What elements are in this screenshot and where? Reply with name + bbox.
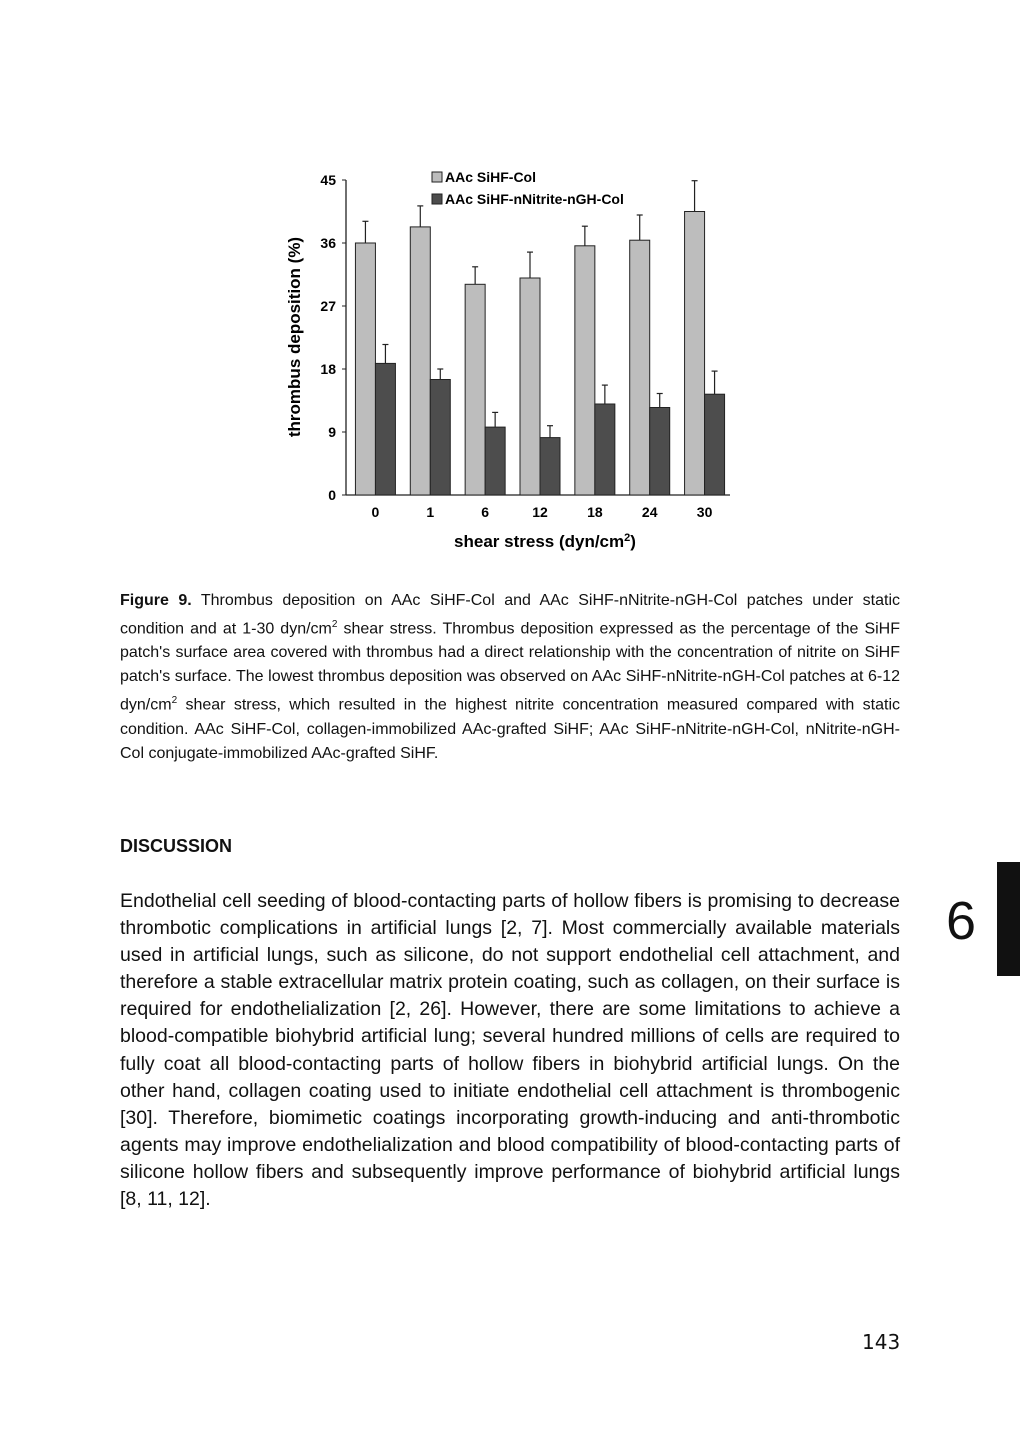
caption-text: Thrombus deposition on AAc SiHF-Col and AAc SiHF-nNitrite-nGH-Col patches under static condition and at 1-30 dyn/cm — [120, 592, 900, 638]
figure-caption — [120, 589, 900, 766]
y-tick-label: 45 — [320, 172, 336, 188]
chapter-tab — [997, 862, 1020, 976]
bar-nitrite — [705, 394, 725, 495]
y-tick-label: 18 — [320, 361, 336, 377]
x-tick-label: 18 — [587, 504, 603, 520]
x-tick-label: 1 — [426, 504, 435, 520]
legend-swatch — [432, 172, 442, 182]
chapter-number: 6 — [946, 891, 977, 951]
caption-sup: 2 — [331, 619, 338, 630]
bar-nitrite — [540, 438, 560, 495]
legend-label: AAc SiHF-nNitrite-nGH-Col — [445, 191, 624, 207]
legend-swatch — [432, 194, 442, 204]
x-tick-label: 6 — [481, 504, 490, 520]
caption-text: shear stress, which resulted in the highest nitrite concentration measured compared with static condition. AAc SiHF-Col, collagen-immobilized AAc-grafted SiHF; AAc SiHF-nNitrite-nGH-Col, nNitrite-nGH-Col conjugate-immobilized AAc-grafted SiHF. — [120, 696, 900, 762]
y-tick-label: 0 — [328, 487, 336, 503]
y-tick-label: 9 — [328, 424, 336, 440]
legend-label: AAc SiHF-Col — [445, 169, 536, 185]
bar-col — [355, 243, 375, 495]
figure-label: Figure 9. — [120, 592, 192, 609]
caption-text: shear stress. Thrombus deposition expressed as the percentage of the SiHF patch's surface area covered with thrombus had a direct relationship with the concentration of nitrite on SiHF patch's surface. The lowest thrombus deposition was observed on AAc SiHF-nNitrite-nGH-Col patches at 6-12 dyn/cm — [120, 620, 900, 714]
body-paragraph: Endothelial cell seeding of blood-contacting parts of hollow fibers is promising to decrease thrombotic complications in artificial lungs [2, 7]. Most commercially available materials used in artificial lungs, such as silicone, do not support endothelial cell attachment, and therefore a stable extracellular matrix protein coating, such as collagen, on their surface is required for endothelialization [2, 26]. However, there are some limitations to achieve a blood-compatible biohybrid artificial lung; several hundred millions of cells are required to fully coat all blood-contacting parts of hollow fibers in biohybrid artificial lungs. On the other hand, collagen coating used to initiate endothelial cell attachment is thrombogenic [30]. Therefore, biomimetic coatings incorporating growth-inducing and anti-thrombotic agents may improve endothelialization and blood compatibility of blood-contacting parts of silicone hollow fibers and subsequently improve performance of biohybrid artificial lungs [8, 11, 12]. — [120, 890, 900, 1211]
bar-col — [465, 284, 485, 495]
y-axis-label: thrombus deposition (%) — [285, 236, 304, 438]
bar-col — [520, 278, 540, 495]
bar-nitrite — [430, 380, 450, 496]
y-tick-label: 36 — [320, 235, 336, 251]
bar-col — [575, 246, 595, 495]
bar-col — [685, 212, 705, 496]
x-tick-label: 12 — [532, 504, 548, 520]
bar-nitrite — [595, 404, 615, 495]
x-tick-label: 24 — [641, 504, 658, 520]
bar-nitrite — [650, 408, 670, 496]
bar-nitrite — [485, 427, 505, 495]
bar-chart — [270, 160, 750, 560]
x-tick-label: 30 — [696, 504, 713, 520]
section-heading: DISCUSSION — [120, 836, 233, 856]
x-tick-label: 0 — [371, 504, 380, 520]
bar-col — [410, 227, 430, 495]
bar-col — [630, 240, 650, 495]
y-tick-label: 27 — [320, 298, 336, 314]
page-number: 143 — [862, 1330, 901, 1354]
bar-nitrite — [375, 363, 395, 495]
caption-sup: 2 — [171, 695, 178, 707]
x-axis-label: shear stress $(dyn/cm^2)$ — [454, 532, 636, 551]
